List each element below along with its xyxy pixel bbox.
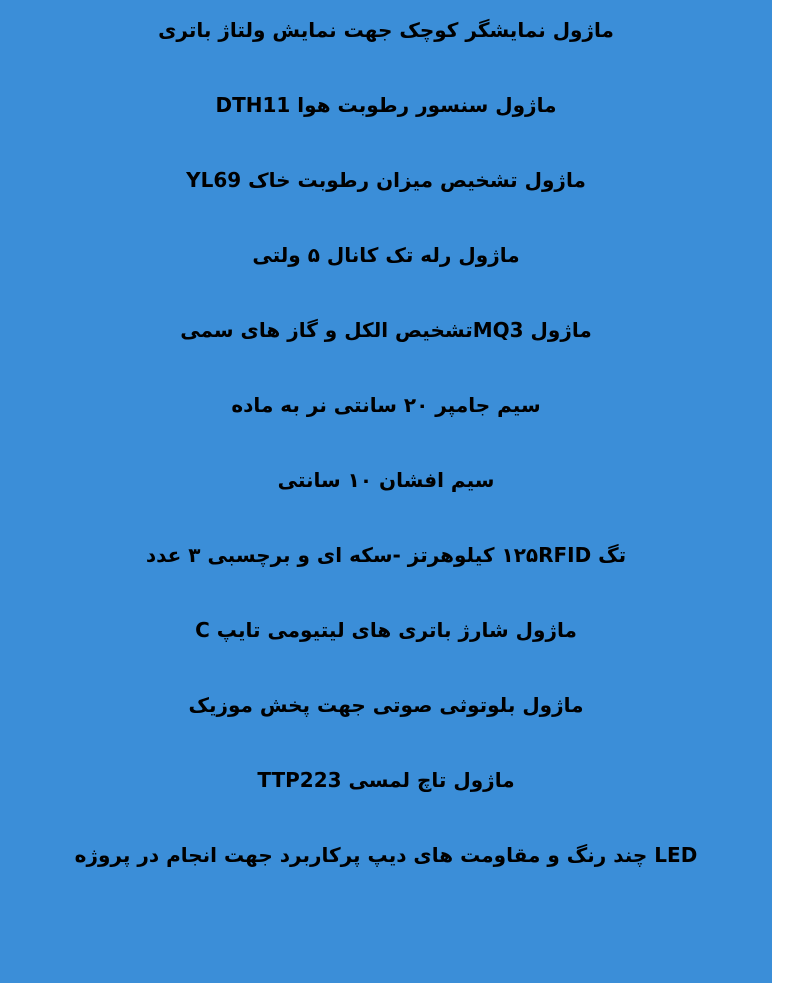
page-right-margin <box>772 0 788 983</box>
list-item: ماژول بلوتوثی صوتی جهت پخش موزیک <box>188 693 584 717</box>
list-item: LED چند رنگ و مقاومت های دیپ پرکاربرد جهت انجام در پروژه <box>74 843 698 867</box>
list-item: سیم افشان ۱۰ سانتی <box>277 468 495 492</box>
list-item: ماژول سنسور رطوبت هوا DTH11 <box>215 93 557 117</box>
list-item: ماژول MQ3تشخیص الکل و گاز های سمی <box>180 318 592 342</box>
list-item: ماژول رله تک کانال ۵ ولتی <box>252 243 520 267</box>
list-item: سیم جامپر ۲۰ سانتی نر به ماده <box>231 393 541 417</box>
list-item: ماژول تشخیص میزان رطوبت خاک YL69 <box>186 168 586 192</box>
list-item: تگ ۱۲۵RFID کیلوهرتز -سکه ای و برچسبی ۳ عدد <box>145 543 627 567</box>
list-item: ماژول شارژ باتری های لیتیومی تایپ C <box>195 618 577 642</box>
list-item: ماژول تاچ لمسی TTP223 <box>257 768 515 792</box>
list-item: ماژول نمایشگر کوچک جهت نمایش ولتاژ باتری <box>158 18 614 42</box>
component-list <box>22 18 750 868</box>
